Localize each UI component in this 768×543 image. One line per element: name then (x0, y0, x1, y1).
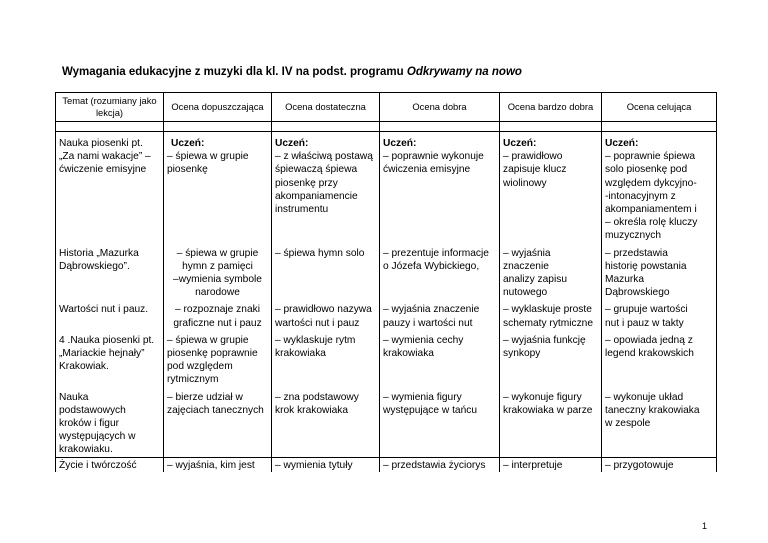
cell-heading: Uczeń: (383, 138, 417, 149)
table-row (56, 243, 717, 300)
requirement-cell: – wykonuje figury krakowiaka w parze (503, 391, 593, 416)
requirement-cell: – przygotowuje (605, 459, 674, 471)
requirement-cell: – wyjaśnia, kim jest (167, 459, 255, 471)
topic-cell: Nauka piosenki pt. „Za nami wakacje” – ćwiczenie emisyjne (59, 138, 151, 176)
requirement-cell: – śpiewa w grupie piosenkę poprawnie pod względem rytmicznym (167, 334, 258, 386)
table-row (56, 330, 717, 387)
table-row (56, 457, 717, 472)
requirement-cell: – prawidłowo zapisuje klucz wiolinowy (503, 151, 567, 189)
table-row (56, 387, 717, 458)
requirement-cell: – wymienia tytuły (275, 459, 353, 471)
cell-heading: Uczeń: (171, 138, 205, 149)
header-grade-excellent: Ocena celująca (602, 93, 717, 122)
table-header-row (56, 93, 717, 122)
topic-cell: Wartości nut i pauz. (59, 304, 149, 316)
requirement-cell: – śpiewa w grupie piosenkę (167, 151, 249, 176)
table-row (56, 299, 717, 329)
requirement-cell: – śpiewa w grupie hymn z pamięci –wymienia symbole narodowe (173, 247, 262, 299)
requirement-cell: – przedstawia historię powstania Mazurka Dąbrowskiego (605, 247, 687, 299)
requirement-cell: – wymienia cechy krakowiaka (383, 334, 464, 360)
header-grade-sufficient: Ocena dopuszczająca (164, 93, 272, 122)
requirement-cell: – prawidłowo nazywa wartości nut i pauz (275, 304, 372, 329)
requirements-table (55, 92, 717, 472)
requirement-cell: – poprawnie wykonuje ćwiczenia emisyjne (383, 151, 484, 176)
topic-cell: Nauka podstawowych kroków i figur występujących w krakowiaku. (59, 391, 136, 456)
topic-cell: 4 .Nauka piosenki pt. „Mariackie hejnały” Krakowiak. (59, 334, 155, 373)
header-grade-very-good: Ocena bardzo dobra (500, 93, 602, 122)
title-text: Wymagania edukacyjne z muzyki dla kl. IV na podst. programu (62, 66, 407, 78)
cell-heading: Uczeń: (275, 138, 309, 149)
requirement-cell: – wyjaśnia znaczenie analizy zapisu nutowego (503, 247, 567, 299)
requirement-cell: – z właściwą postawą śpiewaczą śpiewa piosenkę przy akompaniamencie instrumentu (275, 151, 373, 216)
requirement-cell: – wyjaśnia funkcję synkopy (503, 334, 586, 360)
table-row (56, 132, 717, 243)
requirement-cell: – bierze udział w zajęciach tanecznych (167, 391, 264, 416)
header-topic: Temat (rozumiany jako lekcja) (56, 93, 164, 122)
requirement-cell: – rozpoznaje znaki graficzne nut i pauz (173, 304, 262, 329)
requirement-cell: – wyklaskuje rytm krakowiaka (275, 334, 356, 360)
requirement-cell: – zna podstawowy krok krakowiaka (275, 391, 359, 416)
cell-heading: Uczeń: (503, 138, 537, 149)
title-program-name: Odkrywamy na nowo (406, 66, 522, 78)
header-grade-satisfactory: Ocena dostateczna (272, 93, 380, 122)
topic-cell: Historia „Mazurka Dąbrowskiego”. (59, 247, 139, 272)
requirement-cell: – wymienia figury występujące w tańcu (383, 391, 478, 416)
cell-heading: Uczeń: (605, 138, 639, 149)
requirement-cell: – prezentuje informacje o Józefa Wybickiego, (383, 247, 489, 272)
table-spacer-row (56, 122, 717, 132)
document-title (62, 66, 522, 78)
requirement-cell: – wyjaśnia znaczenie pauzy i wartości nut (383, 304, 480, 329)
header-grade-good: Ocena dobra (380, 93, 500, 122)
requirement-cell: – śpiewa hymn solo (275, 247, 365, 259)
requirement-cell: – grupuje wartości nut i pauz w takty (605, 304, 688, 329)
requirement-cell: – przedstawia życiorys (383, 459, 486, 471)
page-number: 1 (702, 521, 708, 531)
requirement-cell: – interpretuje (503, 459, 563, 471)
topic-cell: Życie i twórczość (59, 459, 137, 471)
requirement-cell: – wykonuje układ taneczny krakowiaka w zespole (605, 391, 700, 430)
requirement-cell: – poprawnie śpiewa solo piosenkę pod względem dykcyjno- -intonacyjnym z akompaniamentem i – określa rolę kluczy muzycznych (605, 151, 698, 242)
requirement-cell: – wyklaskuje proste schematy rytmiczne (503, 304, 594, 329)
requirement-cell: – opowiada jedną z legend krakowskich (605, 334, 694, 360)
